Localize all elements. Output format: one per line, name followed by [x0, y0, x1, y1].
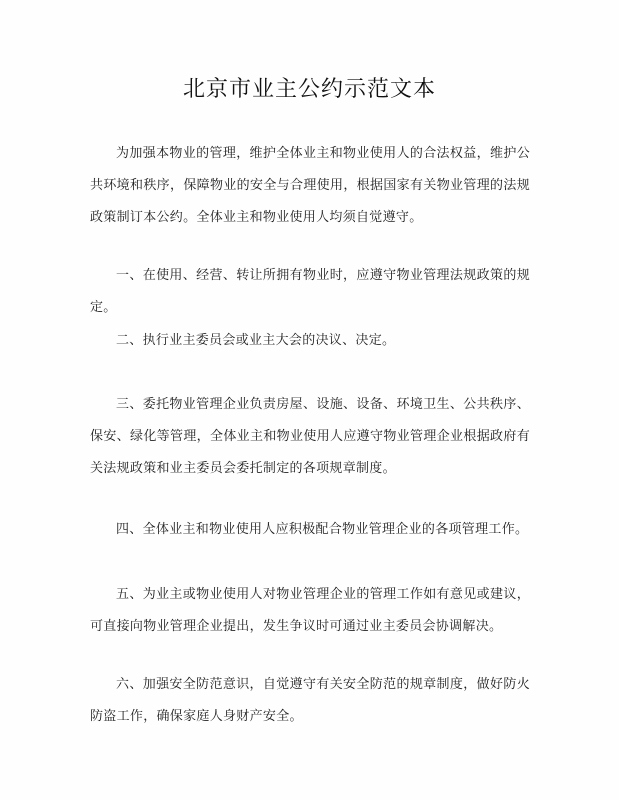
clause-4-paragraph: 四、全体业主和物业使用人应积极配合物业管理企业的各项管理工作。 [116, 522, 529, 537]
preamble-paragraph: 为加强本物业的管理，维护全体业主和物业使用人的合法权益，维护公共环境和秩序，保障物业的安全与合理使用，根据国家有关物业管理的法规政策制订本公约。全体业主和物业使用人均须自觉遵守。 [90, 146, 530, 225]
document-title: 北京市业主公约示范文本 [182, 77, 436, 102]
clause-1-paragraph: 一、在使用、经营、转让所拥有物业时，应遵守物业管理法规政策的规定。 [90, 268, 530, 315]
clause-5-paragraph: 五、为业主或物业使用人对物业管理企业的管理工作如有意见或建议，可直接向物业管理企业提出，发生争议时可通过业主委员会协调解决。 [90, 587, 530, 634]
clause-3-paragraph: 三、委托物业管理企业负责房屋、设施、设备、环境卫生、公共秩序、保安、绿化等管理，全体业主和物业使用人应遵守物业管理企业根据政府有关法规政策和业主委员会委托制定的各项规章制度。 [90, 397, 530, 476]
clause-6-paragraph: 六、加强安全防范意识，自觉遵守有关安全防范的规章制度，做好防火防盗工作，确保家庭人身财产安全。 [90, 677, 530, 724]
clause-2-paragraph: 二、执行业主委员会或业主大会的决议、决定。 [116, 333, 396, 348]
